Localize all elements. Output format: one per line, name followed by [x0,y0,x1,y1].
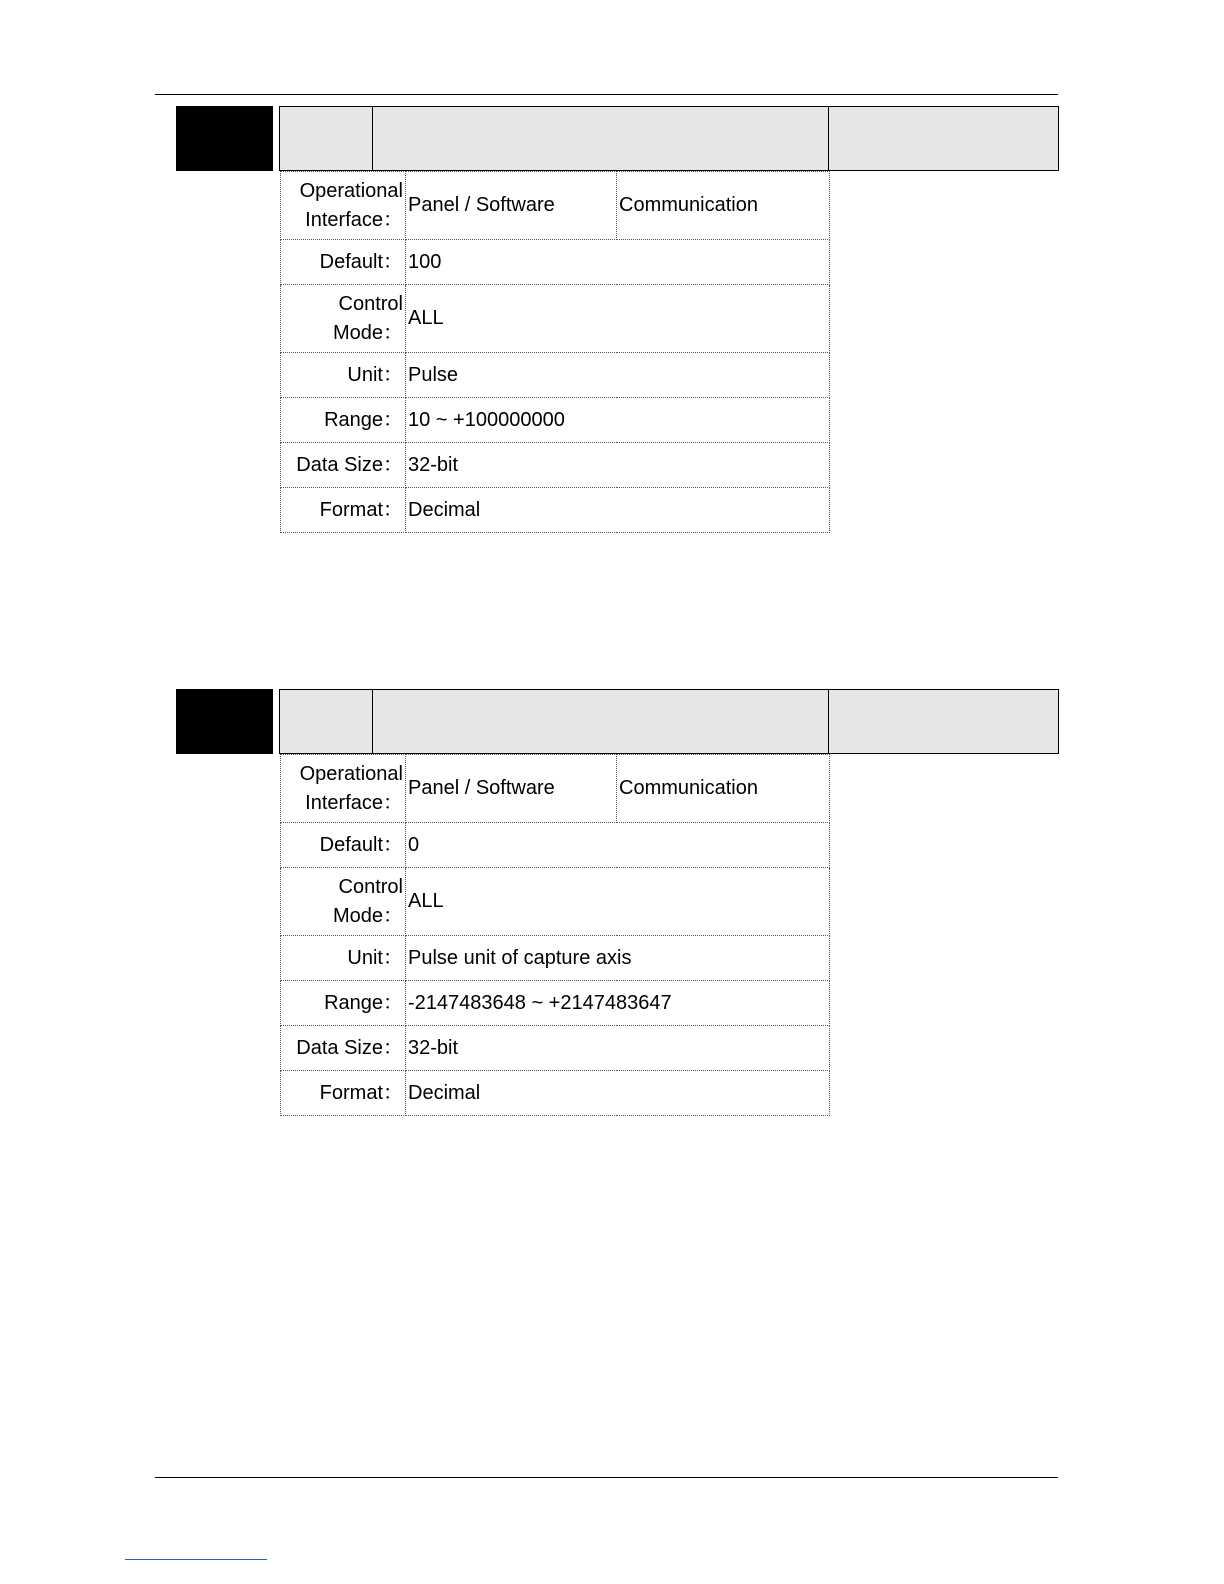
format-label: Format： [281,1071,406,1116]
interface-label-line-2: Interface： [305,208,403,231]
table-row-data-size [281,443,830,488]
table-row-data-size [281,1026,830,1071]
interface-label-line-2: Interface： [305,791,403,814]
parameter-header-cell-address [279,689,373,754]
parameter-header-cell-ref [828,106,1059,171]
interface-comm-value: Communication [617,172,830,240]
parameter-header-cell-name [372,689,829,754]
unit-label: Unit： [281,936,406,981]
range-value: 10 ~ +100000000 [406,398,830,443]
data-size-label: Data Size： [281,443,406,488]
footer-link-underline[interactable] [125,1559,267,1560]
control-label-line-2: Mode： [332,904,403,927]
interface-label [281,172,406,240]
interface-label-line-1: Operational [299,762,403,785]
table-row-default [281,823,830,868]
control-mode-value: ALL [406,285,830,353]
table-row-interface [281,172,830,240]
format-label: Format： [281,488,406,533]
table-row-range [281,981,830,1026]
table-row-format [281,488,830,533]
table-row-format [281,1071,830,1116]
parameter-code-box [176,106,273,171]
control-mode-label [281,285,406,353]
format-value: Decimal [406,488,830,533]
data-size-value: 32-bit [406,1026,830,1071]
parameter-header-cell-address [279,106,373,171]
header-rule [155,94,1058,95]
footer-rule [155,1477,1058,1478]
parameter-table [280,171,830,533]
unit-label: Unit： [281,353,406,398]
table-row-unit [281,936,830,981]
unit-value: Pulse [406,353,830,398]
data-size-label: Data Size： [281,1026,406,1071]
range-label: Range： [281,398,406,443]
table-row-range [281,398,830,443]
table-row-unit [281,353,830,398]
parameter-code-box [176,689,273,754]
control-mode-value: ALL [406,868,830,936]
interface-comm-value: Communication [617,755,830,823]
default-value: 100 [406,240,830,285]
parameter-header-cell-ref [828,689,1059,754]
table-row-control-mode [281,285,830,353]
control-label-line-2: Mode： [332,321,403,344]
parameter-header-cell-name [372,106,829,171]
range-value: -2147483648 ~ +2147483647 [406,981,830,1026]
interface-panel-value: Panel / Software [406,755,617,823]
table-row-interface [281,755,830,823]
range-label: Range： [281,981,406,1026]
unit-value: Pulse unit of capture axis [406,936,830,981]
control-label-line-1: Control [338,292,403,315]
control-label-line-1: Control [338,875,403,898]
default-label: Default： [281,823,406,868]
default-label: Default： [281,240,406,285]
parameter-table [280,754,830,1116]
table-row-default [281,240,830,285]
data-size-value: 32-bit [406,443,830,488]
control-mode-label [281,868,406,936]
table-row-control-mode [281,868,830,936]
default-value: 0 [406,823,830,868]
format-value: Decimal [406,1071,830,1116]
interface-label [281,755,406,823]
interface-label-line-1: Operational [299,179,403,202]
interface-panel-value: Panel / Software [406,172,617,240]
